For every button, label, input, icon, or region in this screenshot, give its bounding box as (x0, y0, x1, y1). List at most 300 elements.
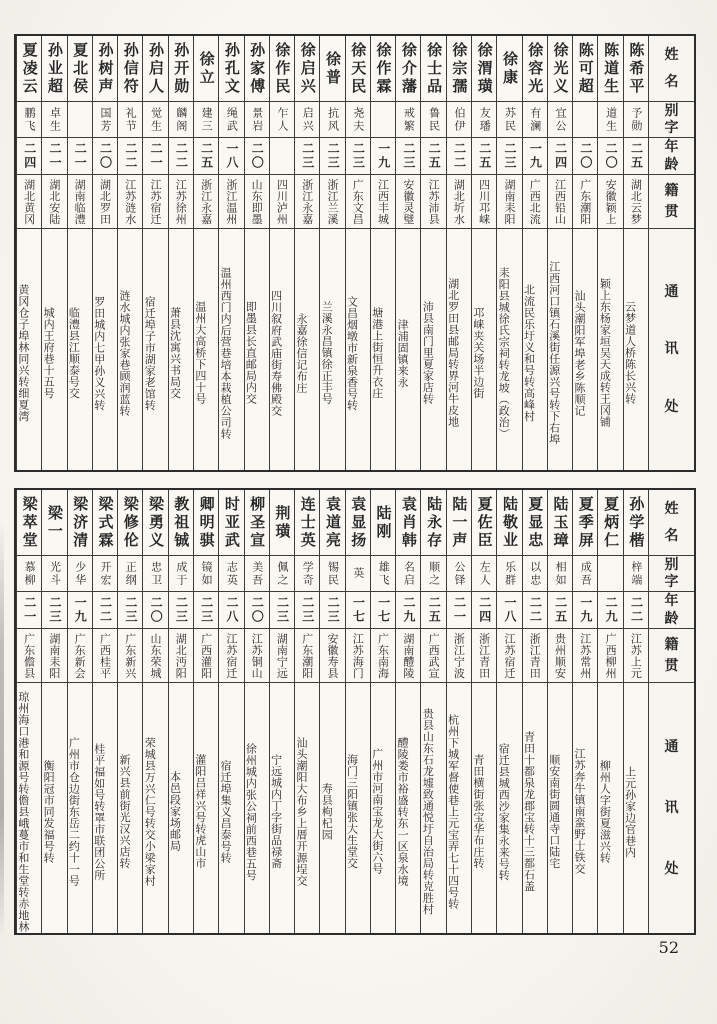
entry-name-cell (270, 36, 294, 102)
entry-origin: 广东潮阳 (578, 178, 592, 225)
entry-age-cell (42, 138, 66, 175)
entry-age: 一九 (578, 596, 593, 624)
entry-column (623, 490, 648, 933)
registry-table-top (14, 34, 696, 472)
entry-age: 二三 (47, 596, 62, 624)
entry-address: 北流民乐圩义和号转高峰村 (522, 284, 536, 422)
entry-age-cell (396, 592, 420, 629)
entry-zi-cell (143, 556, 167, 592)
entry-zi: 启兴 (301, 106, 315, 133)
entry-address-cell (421, 683, 445, 933)
entry-name: 徐士品 (425, 41, 444, 96)
entry-address: 宿迁埠子市湖家老馆转 (143, 295, 157, 411)
entry-name-cell (523, 36, 547, 102)
entry-zi-cell (624, 556, 648, 592)
entry-column (370, 36, 395, 470)
entry-address-cell (118, 683, 142, 933)
header-age (649, 138, 694, 175)
entry-age-cell (346, 592, 370, 629)
entry-zi-cell (68, 556, 92, 592)
entry-name-cell (68, 36, 92, 102)
entry-zi: 景岩 (250, 106, 264, 133)
entry-zi-cell (497, 102, 521, 138)
entry-origin-cell (548, 175, 572, 229)
entry-name: 徐渭璜 (475, 41, 494, 96)
entry-name-cell (245, 36, 269, 102)
entry-zi-cell (93, 556, 117, 592)
entry-zi-cell (624, 102, 648, 138)
entry-name-cell (42, 36, 66, 102)
entry-name: 夏凌云 (20, 41, 39, 96)
entry-address: 文昌烟墩市新泉香号转 (345, 295, 359, 411)
entry-column (294, 36, 319, 470)
header-name (649, 36, 694, 102)
entry-zi-cell (245, 102, 269, 138)
entry-address-cell (346, 229, 370, 470)
entry-address-cell (270, 229, 294, 470)
entry-origin-cell (320, 629, 344, 683)
entry-age: 一七 (351, 596, 366, 624)
header-address-label: 通 讯 处 (664, 283, 679, 416)
entry-name: 袁肖韩 (399, 495, 418, 550)
entry-age-cell (194, 592, 218, 629)
header-name (649, 490, 694, 556)
entry-name-cell (118, 36, 142, 102)
entry-age-cell (270, 138, 294, 175)
entry-address-cell (17, 229, 41, 470)
entry-zi: 伯伊 (452, 106, 466, 133)
entry-address: 云梦道人桥陈长兴转 (623, 301, 637, 405)
entry-address-cell (295, 683, 319, 933)
entry-name-cell (472, 490, 496, 556)
entry-name: 孙信符 (121, 41, 140, 96)
entry-column (142, 36, 167, 470)
entry-name: 连士英 (298, 495, 317, 550)
entry-address: 城内王府巷十五号 (42, 307, 56, 399)
entry-origin: 浙江青田 (477, 632, 491, 679)
entry-address-cell (68, 229, 92, 470)
entry-origin-cell (270, 175, 294, 229)
entry-name: 教祖铖 (172, 495, 191, 550)
entry-name-cell (93, 36, 117, 102)
entry-address-cell (573, 229, 597, 470)
entry-origin-cell (396, 175, 420, 229)
entry-address: 宿迁县城西沙家集永来号转 (497, 742, 511, 881)
entry-zi-cell (548, 102, 572, 138)
entry-name-cell (548, 36, 572, 102)
entry-age-cell (118, 138, 142, 175)
entry-address: 海门三阳镇张大生堂交 (345, 754, 359, 869)
entry-age-cell (245, 592, 269, 629)
entry-column (41, 490, 66, 933)
entry-origin: 贵州顺安 (553, 632, 567, 679)
header-address (649, 683, 694, 933)
entry-origin: 广东潮阳 (300, 632, 314, 679)
entry-origin: 浙江宁波 (452, 632, 466, 679)
page-number: 52 (658, 938, 679, 957)
entry-address: 寿县枸杞园 (320, 782, 334, 841)
entry-name-cell (396, 490, 420, 556)
entry-zi-cell (523, 556, 547, 592)
entry-name: 荆璜 (273, 504, 292, 541)
entry-column (16, 36, 41, 470)
entry-zi-cell (472, 556, 496, 592)
entry-zi: 友璠 (478, 106, 492, 133)
entry-name-cell (421, 36, 445, 102)
entry-age-cell (624, 138, 648, 175)
entry-column (395, 490, 420, 933)
entry-age-cell (219, 592, 243, 629)
entry-name: 孙学楷 (627, 495, 646, 550)
entry-address-cell (371, 683, 395, 933)
entry-age: 二三 (326, 142, 341, 170)
entry-origin: 江苏铜山 (250, 632, 264, 679)
entry-name: 袁显扬 (349, 495, 368, 550)
entry-zi: 光斗 (48, 560, 62, 587)
entry-address-cell (320, 229, 344, 470)
entry-zi: 锡民 (326, 560, 340, 587)
entry-zi: 顺之 (427, 560, 441, 587)
entry-address: 贵县山东石龙墟致通悦圩自治局转克胜村 (421, 708, 435, 915)
entry-name-cell (548, 490, 572, 556)
entry-age-cell (194, 138, 218, 175)
entry-zi-cell (169, 556, 193, 592)
entry-name: 陈道生 (602, 41, 621, 96)
entry-name-cell (219, 36, 243, 102)
entry-zi: 国芳 (99, 106, 112, 133)
entry-age-cell (245, 138, 269, 175)
entry-address-cell (194, 229, 218, 470)
entry-zi: 志英 (225, 560, 239, 587)
entry-zi: 成吾 (579, 560, 593, 587)
entry-name: 柳圣宣 (248, 495, 267, 550)
entry-age: 二三 (503, 142, 518, 170)
entry-name-cell (169, 490, 193, 556)
entry-origin-cell (219, 175, 243, 229)
entry-name-cell (472, 36, 496, 102)
entry-zi-cell (245, 556, 269, 592)
entry-age: 二五 (553, 596, 568, 624)
header-name-label: 姓 名 (664, 47, 679, 90)
entry-name: 徐作民 (273, 41, 292, 96)
entry-name-cell (371, 36, 395, 102)
entry-name: 徐天民 (349, 41, 368, 96)
entry-address-cell (598, 229, 622, 470)
entry-zi: 镜如 (200, 560, 214, 587)
entry-origin-cell (42, 629, 66, 683)
entry-origin-cell (295, 629, 319, 683)
entry-zi: 左人 (478, 560, 492, 587)
entry-name-cell (523, 490, 547, 556)
entry-zi: 鹏飞 (23, 106, 37, 133)
entry-name-cell (624, 490, 648, 556)
entry-origin: 江西铅山 (553, 178, 567, 225)
entry-age: 一七 (376, 596, 391, 624)
entry-name: 夏季屏 (576, 495, 595, 550)
entry-name: 孙开勋 (172, 41, 191, 96)
entry-zi: 忠卫 (149, 560, 163, 587)
entry-zi-cell (219, 102, 243, 138)
entry-address: 邛崃夹关场半边街 (472, 307, 485, 399)
entry-age-cell (421, 592, 445, 629)
entry-name: 袁道亮 (323, 495, 342, 550)
entry-column (117, 490, 142, 933)
entry-address-cell (472, 229, 496, 470)
entry-address: 汕头潮阳军埠老乡陈顺记 (573, 289, 587, 417)
entry-age: 二三 (275, 596, 290, 624)
header-age-label: 年 龄 (664, 593, 679, 627)
entry-zi-cell (68, 102, 92, 138)
entry-address: 衡阳冠市同发福号转 (42, 759, 56, 864)
entry-column (572, 490, 597, 933)
entry-column (319, 490, 344, 933)
entry-zi: 慕柳 (23, 560, 37, 587)
entry-name-cell (295, 490, 319, 556)
entry-zi: 美吾 (250, 560, 264, 587)
entry-address: 萧县沈寓兴书局交 (168, 307, 182, 399)
entry-name: 徐光义 (551, 41, 570, 96)
entry-zi: 相如 (554, 560, 568, 587)
entry-zi-cell (598, 556, 622, 592)
entry-address: 兰溪永昌镇徐正丰号 (320, 301, 334, 405)
entry-column (420, 36, 445, 470)
entry-zi-cell (143, 102, 167, 138)
entry-origin: 广东儋县 (22, 632, 36, 679)
entry-zi: 佩之 (275, 560, 289, 587)
entry-origin: 浙江青田 (528, 632, 542, 679)
entry-origin: 浙江永嘉 (300, 178, 314, 225)
entry-origin: 湖北云梦 (629, 178, 643, 225)
entry-zi: 宜公 (554, 106, 568, 133)
entry-address: 临澧县江顺泰号交 (67, 307, 81, 399)
entry-origin-cell (93, 629, 117, 683)
entry-origin-cell (548, 629, 572, 683)
entry-address: 荣城县万兴仁号转交小梁家村 (143, 736, 157, 887)
entry-age: 二〇 (578, 142, 593, 170)
entry-column (269, 36, 294, 470)
entry-name: 徐普 (323, 50, 342, 87)
entry-column (67, 36, 92, 470)
entry-age: 二二 (123, 142, 138, 170)
entry-age-cell (447, 592, 471, 629)
entry-origin-cell (346, 175, 370, 229)
entry-address-cell (143, 229, 167, 470)
entry-age: 二五 (199, 142, 214, 170)
entry-age: 二三 (300, 142, 315, 170)
entry-age: 二五 (427, 596, 442, 624)
entry-zi-cell (447, 556, 471, 592)
entry-column (117, 36, 142, 470)
entry-origin: 广东南海 (376, 632, 390, 679)
header-origin-label: 籍 贯 (664, 637, 679, 674)
entry-age: 二三 (401, 142, 416, 170)
entry-name: 陆敬业 (500, 495, 519, 550)
header-origin (649, 629, 694, 683)
entry-origin: 浙江温州 (224, 178, 238, 225)
entry-age-cell (447, 138, 471, 175)
entry-name: 徐容光 (526, 41, 545, 96)
entry-name: 陆刚 (374, 504, 393, 541)
entry-name: 孙树声 (96, 41, 115, 96)
entry-age-cell (624, 592, 648, 629)
entry-age-cell (295, 138, 319, 175)
entry-address: 塘港上街恒升衣庄 (370, 307, 384, 399)
entry-name-cell (624, 36, 648, 102)
entry-age: 二五 (477, 142, 492, 170)
entry-age-cell (598, 138, 622, 175)
entry-zi-cell (472, 102, 496, 138)
entry-column (370, 490, 395, 933)
entry-column (547, 490, 572, 933)
entry-column (142, 490, 167, 933)
entry-zi-cell (421, 556, 445, 592)
entry-origin: 湖南耒阳 (47, 632, 61, 679)
entry-origin-cell (169, 175, 193, 229)
entry-zi-cell (320, 102, 344, 138)
entry-address-cell (270, 683, 294, 933)
entry-age-cell (421, 138, 445, 175)
entry-age-cell (371, 138, 395, 175)
entry-age: 二九 (604, 596, 619, 624)
entry-address: 宁远城内丁字街品禄斋 (269, 754, 283, 869)
entry-origin-cell (624, 175, 648, 229)
entry-origin: 浙江兰溪 (325, 178, 339, 225)
entry-column (420, 490, 445, 933)
entry-origin-cell (118, 175, 142, 229)
entry-address-cell (447, 683, 471, 933)
entry-column (193, 36, 218, 470)
entry-address: 本邑段家场邮局 (168, 771, 182, 852)
entry-name: 徐康 (500, 50, 519, 87)
entry-age: 二五 (629, 142, 644, 170)
entry-origin: 湖北安陆 (47, 178, 61, 225)
entry-age-cell (270, 592, 294, 629)
entry-address: 江西河口镇石溪街任源兴号转下右埠 (547, 261, 561, 445)
entry-origin: 安徽寿县 (325, 632, 339, 679)
entry-zi: 名启 (402, 560, 416, 587)
entry-origin-cell (421, 629, 445, 683)
entry-name: 夏显忠 (526, 495, 545, 550)
entry-zi-cell (320, 556, 344, 592)
entry-address: 柳州人字街夏滋兴转 (598, 759, 612, 864)
entry-name-cell (17, 490, 41, 556)
entry-origin: 四川泸州 (275, 178, 289, 225)
entry-address: 新兴县前街光汉兴店转 (118, 754, 131, 869)
entry-age: 二四 (22, 142, 37, 170)
entry-age-cell (523, 138, 547, 175)
entry-address-cell (396, 229, 420, 470)
entry-origin-cell (194, 175, 218, 229)
entry-origin: 湖南宁远 (275, 632, 289, 679)
entry-zi-cell (497, 556, 521, 592)
entry-address: 温州西门内后营巷培本栽植公司转 (219, 266, 233, 440)
entry-age: 二一 (452, 596, 467, 624)
entry-origin-cell (573, 175, 597, 229)
entry-age-cell (396, 138, 420, 175)
entry-zi-cell (548, 556, 572, 592)
entry-origin-cell (472, 629, 496, 683)
entry-column (168, 490, 193, 933)
entry-age: 二二 (528, 596, 543, 624)
entry-age: 二四 (477, 596, 492, 624)
entry-age-cell (17, 592, 41, 629)
entry-origin-cell (245, 629, 269, 683)
entry-address: 杭州下城军督使巷上元宝弄七十四号转 (446, 713, 460, 910)
entry-age-cell (371, 592, 395, 629)
entry-age: 二〇 (604, 142, 619, 170)
entry-address-cell (447, 229, 471, 470)
entry-zi-cell (17, 102, 41, 138)
entry-address: 温州大高桥下四十号 (193, 301, 207, 405)
entry-origin: 广西北流 (528, 178, 542, 225)
entry-zi: 雄飞 (377, 560, 391, 587)
entry-zi: 少华 (73, 560, 87, 587)
entry-name: 陈希平 (627, 41, 646, 96)
entry-column (522, 36, 547, 470)
entry-zi-cell (93, 102, 117, 138)
entry-origin: 湖北圻水 (452, 178, 466, 225)
entry-address-cell (169, 683, 193, 933)
entry-origin: 江苏常州 (578, 632, 592, 679)
entry-column (345, 490, 370, 933)
entry-address: 津浦固镇来永 (396, 318, 410, 388)
entry-origin-cell (295, 175, 319, 229)
entry-origin-cell (143, 175, 167, 229)
entry-address-cell (295, 229, 319, 470)
entry-origin-cell (624, 629, 648, 683)
entry-address-cell (93, 229, 117, 470)
entry-zi: 抗风 (326, 106, 340, 133)
entry-name-cell (573, 36, 597, 102)
entry-origin-cell (523, 629, 547, 683)
entry-age: 二〇 (250, 596, 265, 624)
entry-column (395, 36, 420, 470)
entry-origin-cell (598, 629, 622, 683)
entry-address-cell (598, 683, 622, 933)
entry-origin-cell (472, 175, 496, 229)
entry-age: 一九 (528, 142, 543, 170)
entry-origin-cell (346, 629, 370, 683)
entry-address: 四川叙府武庙街寿佛殿交 (269, 289, 283, 417)
entry-column (16, 490, 41, 933)
entry-column (547, 36, 572, 470)
entry-zi-cell (118, 556, 142, 592)
entry-origin-cell (118, 629, 142, 683)
entry-age-cell (118, 592, 142, 629)
entry-origin-cell (573, 629, 597, 683)
entry-age-cell (219, 138, 243, 175)
entry-origin-cell (169, 629, 193, 683)
entry-name: 孙启人 (147, 41, 166, 96)
entry-address-cell (169, 229, 193, 470)
entry-origin: 湖北沔阳 (174, 632, 188, 679)
entry-zi: 麟阁 (174, 106, 188, 133)
entry-zi-cell (295, 556, 319, 592)
header-zi (649, 102, 694, 138)
entry-age-cell (42, 592, 66, 629)
entry-address: 醴陵娄市裕盛转东一区泉水境 (396, 736, 410, 887)
entry-name-cell (396, 36, 420, 102)
entry-name-cell (42, 490, 66, 556)
entry-zi-cell (523, 102, 547, 138)
entry-origin-cell (497, 175, 521, 229)
entry-name-cell (270, 490, 294, 556)
entry-name: 梁萃堂 (20, 495, 39, 550)
entry-address-cell (624, 229, 648, 470)
entry-origin-cell (270, 629, 294, 683)
entry-origin-cell (68, 629, 92, 683)
entry-name-cell (295, 36, 319, 102)
